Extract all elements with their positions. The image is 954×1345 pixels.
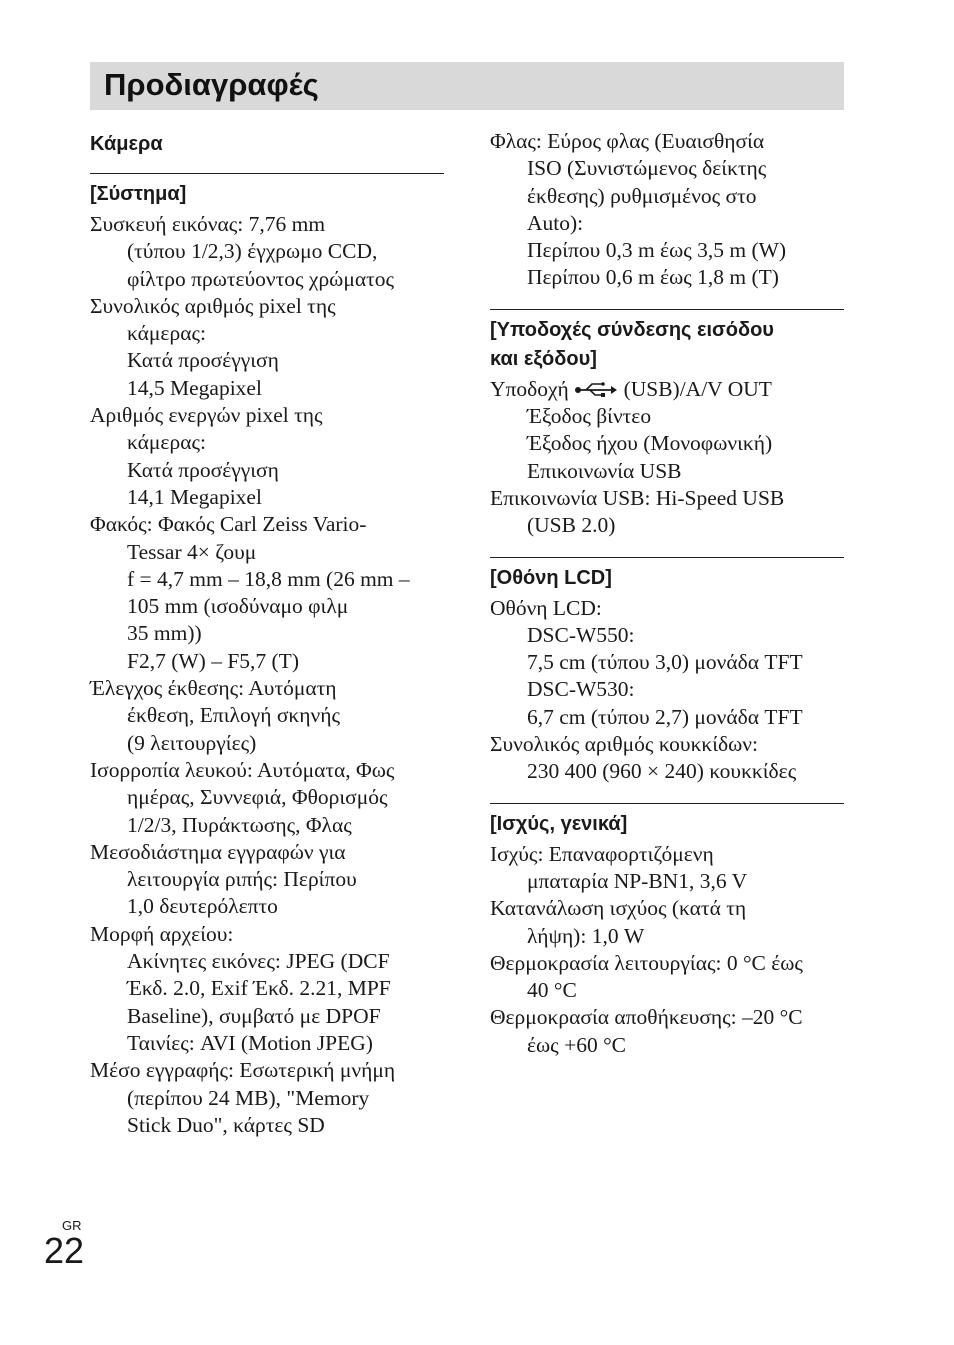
title-bar [90, 62, 844, 110]
spec-effective-pixels: Αριθμός ενεργών pixel της κάμερας: Κατά προσέγγιση 14,1 Megapixel [90, 403, 323, 509]
spec-file-format: Μορφή αρχείου: Ακίνητες εικόνες: JPEG (DCF Έκδ. 2.0, Exif Έκδ. 2.21, MPF Baseline), συμβατό με DPOF Ταινίες: AVI (Motion JPEG) [90, 921, 391, 1055]
spec-recording-media: Μέσο εγγραφής: Εσωτερική μνήμη (περίπου 24 MB), "Memory Stick Duo", κάρτες SD [90, 1058, 396, 1137]
spec-storage-temperature: Θερμοκρασία αποθήκευσης: –20 °C έως +60 °C [490, 1005, 803, 1057]
usb-icon [574, 382, 618, 398]
left-column [90, 128, 444, 1139]
divider [490, 309, 844, 310]
spec-lcd: Οθόνη LCD: DSC-W550: 7,5 cm (τύπου 3,0) μονάδα TFT DSC-W530: 6,7 cm (τύπου 2,7) μονάδα TFT [490, 595, 803, 729]
spec-flash: Φλας: Εύρος φλας (Ευαισθησία ISO (Συνιστώμενος δείκτης έκθεσης) ρυθμισμένος στο Auto): Περίπου 0,3 m έως 3,5 m (W) Περίπου 0,6 m έως 1,8 m (T) [490, 129, 787, 290]
divider [490, 803, 844, 804]
language-code: GR [62, 1218, 82, 1233]
spec-dots: Συνολικός αριθμός κουκκίδων: 230 400 (960 × 240) κουκκίδες [490, 732, 797, 784]
spec-connector: Υποδοχή (USB)/A/V OUT Έξοδος βίντεο Έξοδος ήχου (Μονοφωνική) Επικοινωνία USB [490, 376, 773, 483]
spec-burst-interval: Μεσοδιάστημα εγγραφών για λειτουργία ριπής: Περίπου 1,0 δευτερόλεπτο [90, 839, 357, 919]
io-heading: [Υποδοχές σύνδεσης εισόδου και εξόδου] [490, 318, 774, 370]
spec-sensor: Συσκευή εικόνας: 7,76 mm (τύπου 1/2,3) έγχρωμο CCD, φίλτρο πρωτεύοντος χρώματος [90, 212, 395, 291]
divider [490, 557, 844, 558]
spec-exposure: Έλεγχος έκθεσης: Αυτόματη έκθεση, Επιλογή σκηνής (9 λειτουργίες) [90, 676, 340, 755]
spec-usb-communication: Επικοινωνία USB: Hi-Speed USB (USB 2.0) [490, 485, 785, 538]
right-column [490, 128, 844, 1059]
spec-consumption: Κατανάλωση ισχύος (κατά τη λήψη): 1,0 W [490, 896, 747, 948]
divider [90, 173, 444, 174]
spec-power: Ισχύς: Επαναφορτιζόμενη μπαταρία NP-BN1, 3,6 V [490, 841, 748, 893]
spec-total-pixels: Συνολικός αριθμός pixel της κάμερας: Κατά προσέγγιση 14,5 Megapixel [90, 293, 336, 400]
power-heading: [Ισχύς, γενικά] [490, 812, 628, 835]
lcd-heading: [Οθόνη LCD] [490, 566, 612, 589]
system-heading: [Σύστημα] [90, 183, 187, 205]
spec-lens: Φακός: Φακός Carl Zeiss Vario- Tessar 4× ζουμ f = 4,7 mm – 18,8 mm (26 mm – 105 mm (ισοδύναμο φιλμ 35 mm)) F2,7 (W) – F5,7 (T) [90, 512, 410, 673]
spec-white-balance: Ισορροπία λευκού: Αυτόματα, Φως ημέρας, Συννεφιά, Φθορισμός 1/2/3, Πυράκτωσης, Φλας [90, 757, 395, 837]
spec-operating-temperature: Θερμοκρασία λειτουργίας: 0 °C έως 40 °C [490, 950, 803, 1003]
page-title: Προδιαγραφές [104, 67, 319, 102]
camera-heading: Κάμερα [90, 133, 163, 155]
page-number: 22 [44, 1230, 85, 1271]
